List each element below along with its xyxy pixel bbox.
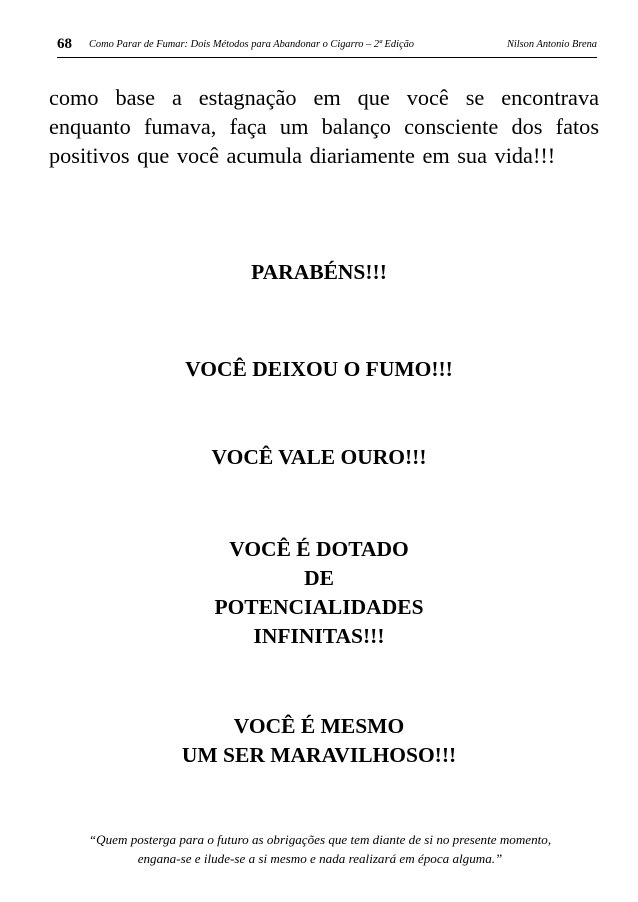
callout-worth-gold: VOCÊ VALE OURO!!! xyxy=(211,445,427,469)
quote-line: “Quem posterga para o futuro as obrigações que tem diante de si no presente momento, xyxy=(88,832,552,847)
quote-line: engana-se e ilude-se a si mesmo e nada realizará em época alguma.” xyxy=(137,851,503,866)
callout-line: VOCÊ É MESMO xyxy=(233,714,405,738)
callout-congrats: PARABÉNS!!! xyxy=(251,260,387,284)
callout-line: VOCÊ É DOTADO xyxy=(229,537,409,561)
callout-infinite-potential xyxy=(0,535,638,651)
book-title: Como Parar de Fumar: Dois Métodos para Abandonar o Cigarro – 2ª Edição xyxy=(89,39,414,50)
callout-line: UM SER MARAVILHOSO!!! xyxy=(181,743,457,767)
callout-quit-smoking: VOCÊ DEIXOU O FUMO!!! xyxy=(185,357,453,381)
footer-quote xyxy=(40,830,600,868)
callout-line: INFINITAS!!! xyxy=(253,624,385,648)
callout-line: POTENCIALIDADES xyxy=(214,595,424,619)
page-header xyxy=(57,36,597,58)
callout-line: DE xyxy=(304,566,334,590)
callout-wonderful-being xyxy=(0,712,638,770)
author-name: Nilson Antonio Brena xyxy=(506,39,597,50)
page-number: 68 xyxy=(57,36,72,52)
body-paragraph: como base a estagnação em que você se encontrava enquanto fumava, faça um balanço consciente dos fatos positivos que você acumula diariamente em sua vida!!! xyxy=(49,85,599,168)
